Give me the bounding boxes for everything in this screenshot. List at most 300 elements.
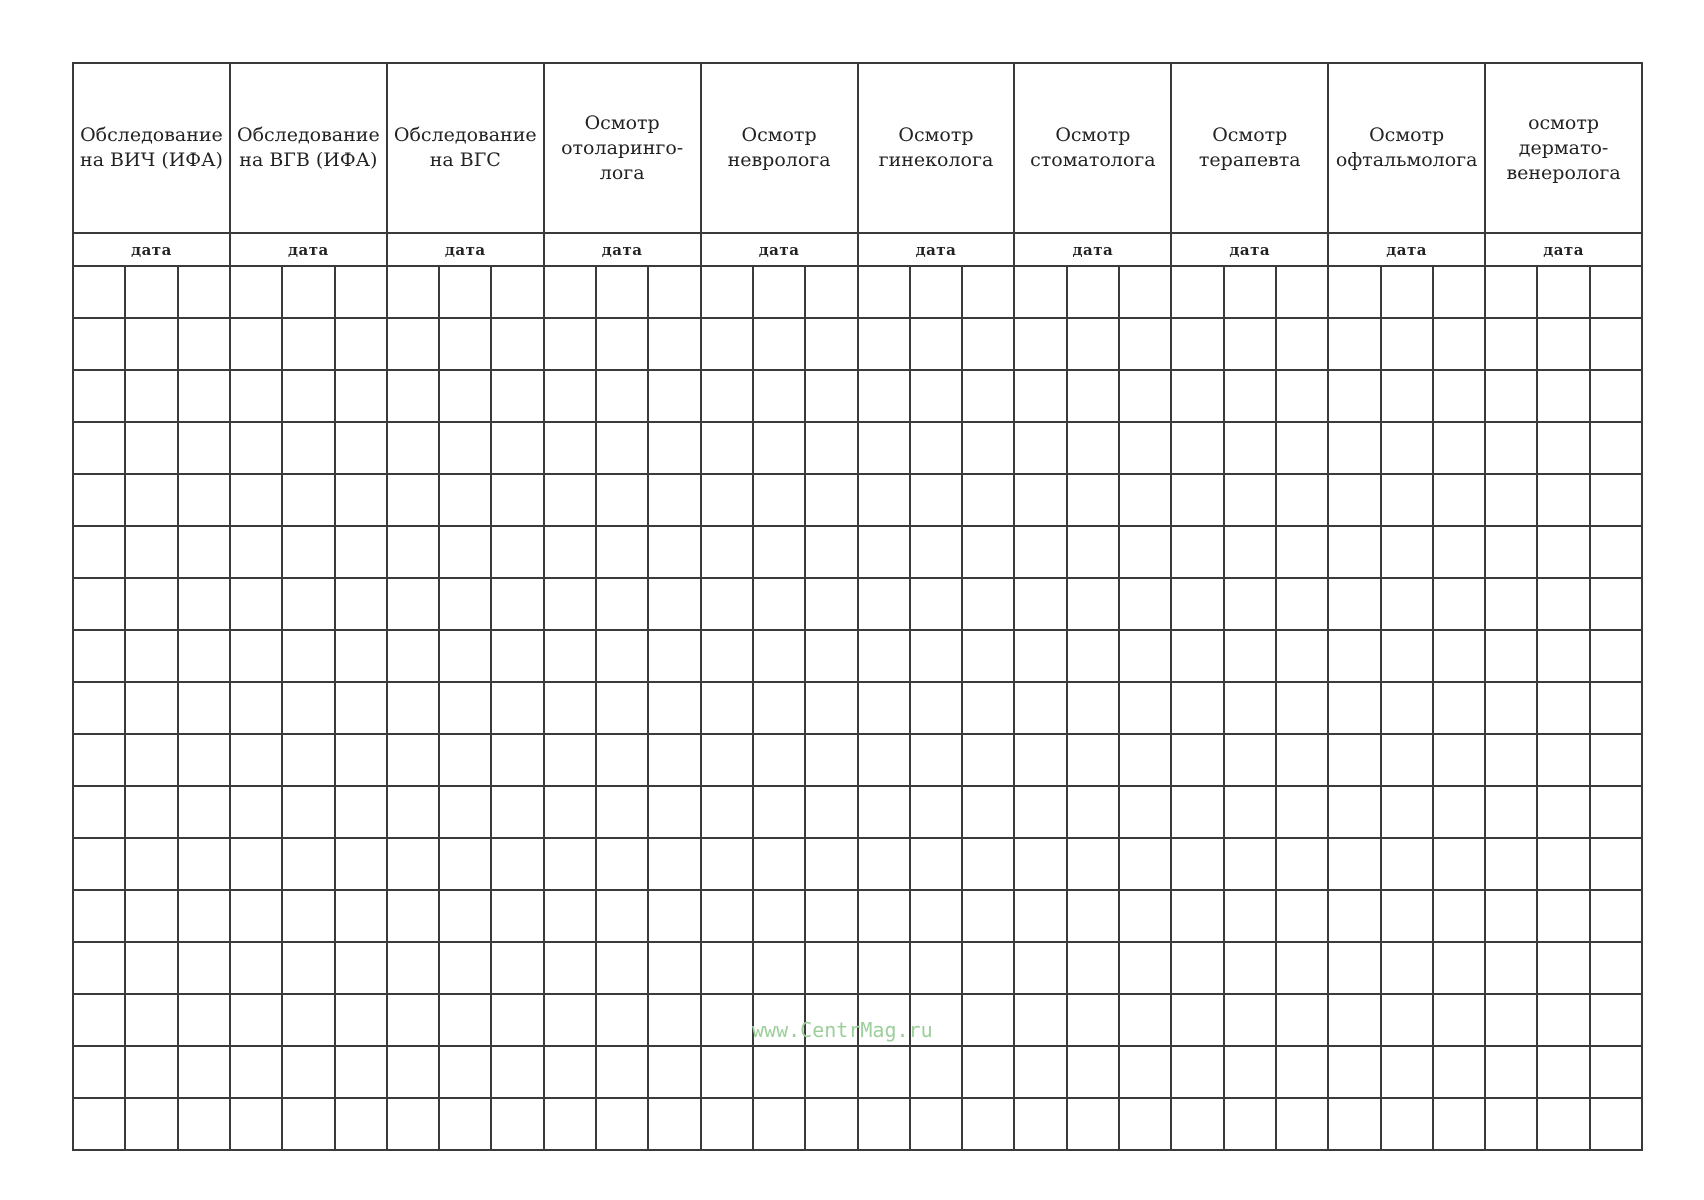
date-cell[interactable] bbox=[1537, 786, 1589, 838]
date-cell[interactable] bbox=[491, 474, 543, 526]
date-cell[interactable] bbox=[1381, 266, 1433, 318]
date-cell[interactable] bbox=[1067, 318, 1119, 370]
date-cell[interactable] bbox=[858, 942, 910, 994]
date-cell[interactable] bbox=[701, 266, 753, 318]
date-cell[interactable] bbox=[230, 578, 282, 630]
date-cell[interactable] bbox=[1328, 890, 1380, 942]
date-cell[interactable] bbox=[910, 786, 962, 838]
date-cell[interactable] bbox=[648, 526, 700, 578]
date-cell[interactable] bbox=[73, 838, 125, 890]
date-cell[interactable] bbox=[1067, 526, 1119, 578]
date-cell[interactable] bbox=[1381, 1098, 1433, 1150]
date-cell[interactable] bbox=[230, 734, 282, 786]
date-cell[interactable] bbox=[335, 266, 387, 318]
date-cell[interactable] bbox=[387, 682, 439, 734]
date-cell[interactable] bbox=[1381, 318, 1433, 370]
date-cell[interactable] bbox=[1433, 1098, 1485, 1150]
date-cell[interactable] bbox=[805, 682, 857, 734]
date-cell[interactable] bbox=[125, 630, 177, 682]
date-cell[interactable] bbox=[1171, 1098, 1223, 1150]
date-cell[interactable] bbox=[1328, 942, 1380, 994]
date-cell[interactable] bbox=[1014, 1046, 1066, 1098]
date-cell[interactable] bbox=[439, 318, 491, 370]
date-cell[interactable] bbox=[701, 474, 753, 526]
date-cell[interactable] bbox=[805, 1046, 857, 1098]
date-cell[interactable] bbox=[387, 526, 439, 578]
date-cell[interactable] bbox=[701, 318, 753, 370]
date-cell[interactable] bbox=[282, 786, 334, 838]
date-cell[interactable] bbox=[125, 942, 177, 994]
date-cell[interactable] bbox=[753, 734, 805, 786]
date-cell[interactable] bbox=[1276, 1046, 1328, 1098]
date-cell[interactable] bbox=[858, 734, 910, 786]
date-cell[interactable] bbox=[1328, 1098, 1380, 1150]
date-cell[interactable] bbox=[1014, 370, 1066, 422]
date-cell[interactable] bbox=[1590, 578, 1642, 630]
date-cell[interactable] bbox=[701, 786, 753, 838]
date-cell[interactable] bbox=[73, 890, 125, 942]
date-cell[interactable] bbox=[1485, 422, 1537, 474]
date-cell[interactable] bbox=[178, 318, 230, 370]
date-cell[interactable] bbox=[544, 682, 596, 734]
date-cell[interactable] bbox=[491, 942, 543, 994]
date-cell[interactable] bbox=[439, 838, 491, 890]
date-cell[interactable] bbox=[282, 630, 334, 682]
date-cell[interactable] bbox=[1328, 630, 1380, 682]
date-cell[interactable] bbox=[1224, 1098, 1276, 1150]
date-cell[interactable] bbox=[1067, 838, 1119, 890]
date-cell[interactable] bbox=[596, 1098, 648, 1150]
date-cell[interactable] bbox=[858, 890, 910, 942]
date-cell[interactable] bbox=[648, 266, 700, 318]
date-cell[interactable] bbox=[1485, 838, 1537, 890]
date-cell[interactable] bbox=[1381, 474, 1433, 526]
date-cell[interactable] bbox=[1328, 786, 1380, 838]
date-cell[interactable] bbox=[1276, 838, 1328, 890]
date-cell[interactable] bbox=[1590, 370, 1642, 422]
date-cell[interactable] bbox=[1537, 942, 1589, 994]
date-cell[interactable] bbox=[387, 890, 439, 942]
date-cell[interactable] bbox=[805, 786, 857, 838]
date-cell[interactable] bbox=[439, 682, 491, 734]
date-cell[interactable] bbox=[178, 474, 230, 526]
date-cell[interactable] bbox=[335, 994, 387, 1046]
date-cell[interactable] bbox=[701, 734, 753, 786]
date-cell[interactable] bbox=[73, 1046, 125, 1098]
date-cell[interactable] bbox=[387, 1046, 439, 1098]
date-cell[interactable] bbox=[1590, 526, 1642, 578]
date-cell[interactable] bbox=[1328, 474, 1380, 526]
date-cell[interactable] bbox=[648, 474, 700, 526]
date-cell[interactable] bbox=[125, 318, 177, 370]
date-cell[interactable] bbox=[1224, 942, 1276, 994]
date-cell[interactable] bbox=[439, 474, 491, 526]
date-cell[interactable] bbox=[282, 838, 334, 890]
date-cell[interactable] bbox=[910, 734, 962, 786]
date-cell[interactable] bbox=[962, 266, 1014, 318]
date-cell[interactable] bbox=[230, 266, 282, 318]
date-cell[interactable] bbox=[596, 318, 648, 370]
date-cell[interactable] bbox=[1537, 370, 1589, 422]
date-cell[interactable] bbox=[1276, 370, 1328, 422]
date-cell[interactable] bbox=[73, 526, 125, 578]
date-cell[interactable] bbox=[387, 578, 439, 630]
date-cell[interactable] bbox=[73, 994, 125, 1046]
date-cell[interactable] bbox=[910, 630, 962, 682]
date-cell[interactable] bbox=[910, 474, 962, 526]
date-cell[interactable] bbox=[1381, 890, 1433, 942]
date-cell[interactable] bbox=[230, 786, 282, 838]
date-cell[interactable] bbox=[648, 890, 700, 942]
date-cell[interactable] bbox=[1433, 422, 1485, 474]
date-cell[interactable] bbox=[1014, 1098, 1066, 1150]
date-cell[interactable] bbox=[1067, 578, 1119, 630]
date-cell[interactable] bbox=[1171, 474, 1223, 526]
date-cell[interactable] bbox=[701, 994, 753, 1046]
date-cell[interactable] bbox=[544, 942, 596, 994]
date-cell[interactable] bbox=[1014, 682, 1066, 734]
date-cell[interactable] bbox=[1485, 786, 1537, 838]
date-cell[interactable] bbox=[753, 266, 805, 318]
date-cell[interactable] bbox=[544, 1098, 596, 1150]
date-cell[interactable] bbox=[282, 474, 334, 526]
date-cell[interactable] bbox=[1433, 474, 1485, 526]
date-cell[interactable] bbox=[1433, 682, 1485, 734]
date-cell[interactable] bbox=[125, 526, 177, 578]
date-cell[interactable] bbox=[230, 630, 282, 682]
date-cell[interactable] bbox=[1537, 578, 1589, 630]
date-cell[interactable] bbox=[230, 318, 282, 370]
date-cell[interactable] bbox=[1537, 526, 1589, 578]
date-cell[interactable] bbox=[178, 682, 230, 734]
date-cell[interactable] bbox=[1119, 318, 1171, 370]
date-cell[interactable] bbox=[910, 578, 962, 630]
date-cell[interactable] bbox=[1485, 942, 1537, 994]
date-cell[interactable] bbox=[962, 526, 1014, 578]
date-cell[interactable] bbox=[858, 318, 910, 370]
date-cell[interactable] bbox=[335, 630, 387, 682]
date-cell[interactable] bbox=[858, 474, 910, 526]
date-cell[interactable] bbox=[335, 422, 387, 474]
date-cell[interactable] bbox=[1485, 318, 1537, 370]
date-cell[interactable] bbox=[1328, 526, 1380, 578]
date-cell[interactable] bbox=[1224, 994, 1276, 1046]
date-cell[interactable] bbox=[805, 422, 857, 474]
date-cell[interactable] bbox=[1067, 370, 1119, 422]
date-cell[interactable] bbox=[1067, 890, 1119, 942]
date-cell[interactable] bbox=[1119, 266, 1171, 318]
date-cell[interactable] bbox=[1485, 578, 1537, 630]
date-cell[interactable] bbox=[335, 370, 387, 422]
date-cell[interactable] bbox=[178, 422, 230, 474]
date-cell[interactable] bbox=[1171, 682, 1223, 734]
date-cell[interactable] bbox=[1224, 838, 1276, 890]
date-cell[interactable] bbox=[1328, 422, 1380, 474]
date-cell[interactable] bbox=[230, 1046, 282, 1098]
date-cell[interactable] bbox=[910, 682, 962, 734]
date-cell[interactable] bbox=[491, 578, 543, 630]
date-cell[interactable] bbox=[1067, 422, 1119, 474]
date-cell[interactable] bbox=[1171, 734, 1223, 786]
date-cell[interactable] bbox=[648, 578, 700, 630]
date-cell[interactable] bbox=[1328, 266, 1380, 318]
date-cell[interactable] bbox=[1276, 526, 1328, 578]
date-cell[interactable] bbox=[1276, 266, 1328, 318]
date-cell[interactable] bbox=[230, 526, 282, 578]
date-cell[interactable] bbox=[1014, 578, 1066, 630]
date-cell[interactable] bbox=[753, 526, 805, 578]
date-cell[interactable] bbox=[439, 734, 491, 786]
date-cell[interactable] bbox=[1224, 526, 1276, 578]
date-cell[interactable] bbox=[753, 1098, 805, 1150]
date-cell[interactable] bbox=[596, 682, 648, 734]
date-cell[interactable] bbox=[491, 266, 543, 318]
date-cell[interactable] bbox=[335, 474, 387, 526]
date-cell[interactable] bbox=[491, 734, 543, 786]
date-cell[interactable] bbox=[805, 266, 857, 318]
date-cell[interactable] bbox=[858, 526, 910, 578]
date-cell[interactable] bbox=[1276, 422, 1328, 474]
date-cell[interactable] bbox=[1067, 474, 1119, 526]
date-cell[interactable] bbox=[648, 786, 700, 838]
date-cell[interactable] bbox=[1119, 578, 1171, 630]
date-cell[interactable] bbox=[753, 630, 805, 682]
date-cell[interactable] bbox=[1119, 682, 1171, 734]
date-cell[interactable] bbox=[1433, 994, 1485, 1046]
date-cell[interactable] bbox=[1171, 266, 1223, 318]
date-cell[interactable] bbox=[1014, 266, 1066, 318]
date-cell[interactable] bbox=[544, 786, 596, 838]
date-cell[interactable] bbox=[1119, 1046, 1171, 1098]
date-cell[interactable] bbox=[178, 942, 230, 994]
date-cell[interactable] bbox=[701, 942, 753, 994]
date-cell[interactable] bbox=[910, 422, 962, 474]
date-cell[interactable] bbox=[1067, 994, 1119, 1046]
date-cell[interactable] bbox=[1171, 786, 1223, 838]
date-cell[interactable] bbox=[73, 474, 125, 526]
date-cell[interactable] bbox=[753, 474, 805, 526]
date-cell[interactable] bbox=[962, 994, 1014, 1046]
date-cell[interactable] bbox=[1119, 1098, 1171, 1150]
date-cell[interactable] bbox=[282, 526, 334, 578]
date-cell[interactable] bbox=[648, 318, 700, 370]
date-cell[interactable] bbox=[1381, 422, 1433, 474]
date-cell[interactable] bbox=[1328, 994, 1380, 1046]
date-cell[interactable] bbox=[962, 1098, 1014, 1150]
date-cell[interactable] bbox=[1328, 838, 1380, 890]
date-cell[interactable] bbox=[282, 994, 334, 1046]
date-cell[interactable] bbox=[805, 1098, 857, 1150]
date-cell[interactable] bbox=[1433, 942, 1485, 994]
date-cell[interactable] bbox=[1433, 786, 1485, 838]
date-cell[interactable] bbox=[544, 318, 596, 370]
date-cell[interactable] bbox=[125, 266, 177, 318]
date-cell[interactable] bbox=[701, 682, 753, 734]
date-cell[interactable] bbox=[962, 890, 1014, 942]
date-cell[interactable] bbox=[1067, 630, 1119, 682]
date-cell[interactable] bbox=[1014, 786, 1066, 838]
date-cell[interactable] bbox=[178, 1046, 230, 1098]
date-cell[interactable] bbox=[544, 370, 596, 422]
date-cell[interactable] bbox=[1014, 942, 1066, 994]
date-cell[interactable] bbox=[805, 318, 857, 370]
date-cell[interactable] bbox=[178, 630, 230, 682]
date-cell[interactable] bbox=[125, 1046, 177, 1098]
date-cell[interactable] bbox=[491, 838, 543, 890]
date-cell[interactable] bbox=[1537, 682, 1589, 734]
date-cell[interactable] bbox=[282, 682, 334, 734]
date-cell[interactable] bbox=[73, 682, 125, 734]
date-cell[interactable] bbox=[858, 1098, 910, 1150]
date-cell[interactable] bbox=[1485, 630, 1537, 682]
date-cell[interactable] bbox=[1224, 630, 1276, 682]
date-cell[interactable] bbox=[753, 1046, 805, 1098]
date-cell[interactable] bbox=[648, 838, 700, 890]
date-cell[interactable] bbox=[1276, 890, 1328, 942]
date-cell[interactable] bbox=[1276, 578, 1328, 630]
date-cell[interactable] bbox=[125, 994, 177, 1046]
date-cell[interactable] bbox=[1590, 1046, 1642, 1098]
date-cell[interactable] bbox=[1590, 890, 1642, 942]
date-cell[interactable] bbox=[596, 734, 648, 786]
date-cell[interactable] bbox=[648, 1046, 700, 1098]
date-cell[interactable] bbox=[596, 838, 648, 890]
date-cell[interactable] bbox=[73, 942, 125, 994]
date-cell[interactable] bbox=[544, 422, 596, 474]
date-cell[interactable] bbox=[1590, 942, 1642, 994]
date-cell[interactable] bbox=[1014, 422, 1066, 474]
date-cell[interactable] bbox=[858, 578, 910, 630]
date-cell[interactable] bbox=[910, 838, 962, 890]
date-cell[interactable] bbox=[753, 786, 805, 838]
date-cell[interactable] bbox=[805, 578, 857, 630]
date-cell[interactable] bbox=[1537, 994, 1589, 1046]
date-cell[interactable] bbox=[491, 682, 543, 734]
date-cell[interactable] bbox=[858, 682, 910, 734]
date-cell[interactable] bbox=[282, 578, 334, 630]
date-cell[interactable] bbox=[910, 526, 962, 578]
date-cell[interactable] bbox=[1171, 422, 1223, 474]
date-cell[interactable] bbox=[544, 266, 596, 318]
date-cell[interactable] bbox=[1485, 890, 1537, 942]
date-cell[interactable] bbox=[753, 578, 805, 630]
date-cell[interactable] bbox=[1537, 318, 1589, 370]
date-cell[interactable] bbox=[1381, 682, 1433, 734]
date-cell[interactable] bbox=[1119, 838, 1171, 890]
date-cell[interactable] bbox=[1119, 630, 1171, 682]
date-cell[interactable] bbox=[1381, 838, 1433, 890]
date-cell[interactable] bbox=[439, 1098, 491, 1150]
date-cell[interactable] bbox=[1224, 318, 1276, 370]
date-cell[interactable] bbox=[1590, 630, 1642, 682]
date-cell[interactable] bbox=[1433, 526, 1485, 578]
date-cell[interactable] bbox=[230, 942, 282, 994]
date-cell[interactable] bbox=[335, 890, 387, 942]
date-cell[interactable] bbox=[1381, 578, 1433, 630]
date-cell[interactable] bbox=[1590, 786, 1642, 838]
date-cell[interactable] bbox=[1119, 890, 1171, 942]
date-cell[interactable] bbox=[1485, 734, 1537, 786]
date-cell[interactable] bbox=[1485, 994, 1537, 1046]
date-cell[interactable] bbox=[1171, 890, 1223, 942]
date-cell[interactable] bbox=[1171, 370, 1223, 422]
date-cell[interactable] bbox=[858, 266, 910, 318]
date-cell[interactable] bbox=[701, 838, 753, 890]
date-cell[interactable] bbox=[1537, 890, 1589, 942]
date-cell[interactable] bbox=[1276, 942, 1328, 994]
date-cell[interactable] bbox=[1433, 266, 1485, 318]
date-cell[interactable] bbox=[648, 370, 700, 422]
date-cell[interactable] bbox=[1590, 838, 1642, 890]
date-cell[interactable] bbox=[1119, 422, 1171, 474]
date-cell[interactable] bbox=[596, 474, 648, 526]
date-cell[interactable] bbox=[1224, 370, 1276, 422]
date-cell[interactable] bbox=[1171, 1046, 1223, 1098]
date-cell[interactable] bbox=[596, 630, 648, 682]
date-cell[interactable] bbox=[1590, 318, 1642, 370]
date-cell[interactable] bbox=[1067, 1098, 1119, 1150]
date-cell[interactable] bbox=[1485, 266, 1537, 318]
date-cell[interactable] bbox=[230, 1098, 282, 1150]
date-cell[interactable] bbox=[1381, 526, 1433, 578]
date-cell[interactable] bbox=[178, 526, 230, 578]
date-cell[interactable] bbox=[648, 734, 700, 786]
date-cell[interactable] bbox=[1381, 734, 1433, 786]
date-cell[interactable] bbox=[1119, 370, 1171, 422]
date-cell[interactable] bbox=[1485, 1098, 1537, 1150]
date-cell[interactable] bbox=[858, 630, 910, 682]
date-cell[interactable] bbox=[1276, 786, 1328, 838]
date-cell[interactable] bbox=[1276, 1098, 1328, 1150]
date-cell[interactable] bbox=[1171, 838, 1223, 890]
date-cell[interactable] bbox=[1224, 578, 1276, 630]
date-cell[interactable] bbox=[753, 318, 805, 370]
date-cell[interactable] bbox=[125, 734, 177, 786]
date-cell[interactable] bbox=[1119, 734, 1171, 786]
date-cell[interactable] bbox=[910, 942, 962, 994]
date-cell[interactable] bbox=[439, 942, 491, 994]
date-cell[interactable] bbox=[125, 422, 177, 474]
date-cell[interactable] bbox=[387, 734, 439, 786]
date-cell[interactable] bbox=[125, 578, 177, 630]
date-cell[interactable] bbox=[596, 578, 648, 630]
date-cell[interactable] bbox=[1433, 578, 1485, 630]
date-cell[interactable] bbox=[753, 370, 805, 422]
date-cell[interactable] bbox=[335, 838, 387, 890]
date-cell[interactable] bbox=[1014, 838, 1066, 890]
date-cell[interactable] bbox=[1537, 266, 1589, 318]
date-cell[interactable] bbox=[1119, 786, 1171, 838]
date-cell[interactable] bbox=[282, 370, 334, 422]
date-cell[interactable] bbox=[1381, 786, 1433, 838]
date-cell[interactable] bbox=[1433, 630, 1485, 682]
date-cell[interactable] bbox=[596, 1046, 648, 1098]
date-cell[interactable] bbox=[805, 994, 857, 1046]
date-cell[interactable] bbox=[282, 422, 334, 474]
date-cell[interactable] bbox=[125, 474, 177, 526]
date-cell[interactable] bbox=[230, 994, 282, 1046]
date-cell[interactable] bbox=[858, 786, 910, 838]
date-cell[interactable] bbox=[1067, 682, 1119, 734]
date-cell[interactable] bbox=[753, 890, 805, 942]
date-cell[interactable] bbox=[491, 526, 543, 578]
date-cell[interactable] bbox=[439, 578, 491, 630]
date-cell[interactable] bbox=[858, 422, 910, 474]
date-cell[interactable] bbox=[178, 994, 230, 1046]
date-cell[interactable] bbox=[648, 422, 700, 474]
date-cell[interactable] bbox=[1119, 994, 1171, 1046]
date-cell[interactable] bbox=[701, 370, 753, 422]
